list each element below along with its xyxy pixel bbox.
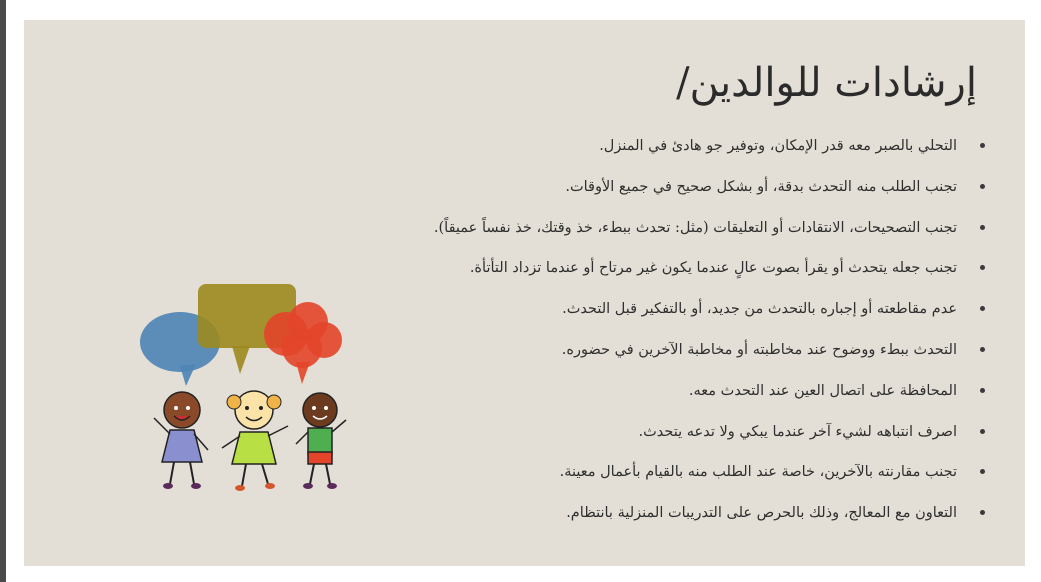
list-item (405, 375, 985, 416)
bullet-dot (980, 510, 985, 515)
bullet-dot (980, 143, 985, 148)
list-item-text: المحافظة على اتصال العين عند التحدث معه. (688, 382, 957, 399)
list-item-text: التعاون مع المعالج، وذلك بالحرص على التدريبات المنزلية بانتظام. (566, 505, 957, 522)
bullet-dot (980, 429, 985, 434)
list-item (405, 416, 985, 457)
list-item (405, 334, 985, 375)
bullet-dot (980, 469, 985, 474)
list-item-text: تجنب التصحيحات، الانتقادات أو التعليقات (مثل: تحدث ببطء، خذ وقتك، خذ نفساً عميقاً). (433, 219, 957, 236)
guidance-list (405, 130, 985, 538)
bullet-dot (980, 265, 985, 270)
list-item (405, 171, 985, 212)
bullet-dot (980, 347, 985, 352)
window-left-edge (0, 0, 6, 582)
bullet-dot (980, 306, 985, 311)
slide-title: إرشادات للوالدين/ (676, 60, 977, 106)
bullet-dot (980, 388, 985, 393)
list-item (405, 497, 985, 538)
slide (24, 20, 1025, 566)
child-figure-left (154, 392, 208, 489)
list-item (405, 212, 985, 253)
list-item (405, 252, 985, 293)
list-item (405, 293, 985, 334)
children-speech-bubbles-illustration (136, 280, 376, 500)
list-item (405, 456, 985, 497)
bullet-dot (980, 184, 985, 189)
list-item-text: عدم مقاطعته أو إجباره بالتحدث من جديد، أو بالتفكير قبل التحدث. (562, 301, 957, 318)
list-item-text: تجنب مقارنته بالآخرين، خاصة عند الطلب منه بالقيام بأعمال معينة. (559, 464, 957, 481)
list-item-text: تجنب الطلب منه التحدث بدقة، أو بشكل صحيح في جميع الأوقات. (565, 178, 957, 195)
list-item-text: تجنب جعله يتحدث أو يقرأ بصوت عالٍ عندما يكون غير مرتاح أو عندما تزداد التأتأة. (469, 260, 957, 277)
child-figure-middle (222, 391, 288, 491)
child-figure-right (296, 393, 346, 489)
list-item-text: اصرف انتباهه لشيء آخر عندما يبكي ولا تدعه يتحدث. (638, 423, 957, 440)
list-item-text: التحلي بالصبر معه قدر الإمكان، وتوفير جو هادئ في المنزل. (599, 138, 957, 154)
bullet-dot (980, 225, 985, 230)
list-item (405, 130, 985, 171)
list-item-text: التحدث ببطء ووضوح عند مخاطبته أو مخاطبة الآخرين في حضوره. (561, 341, 957, 358)
